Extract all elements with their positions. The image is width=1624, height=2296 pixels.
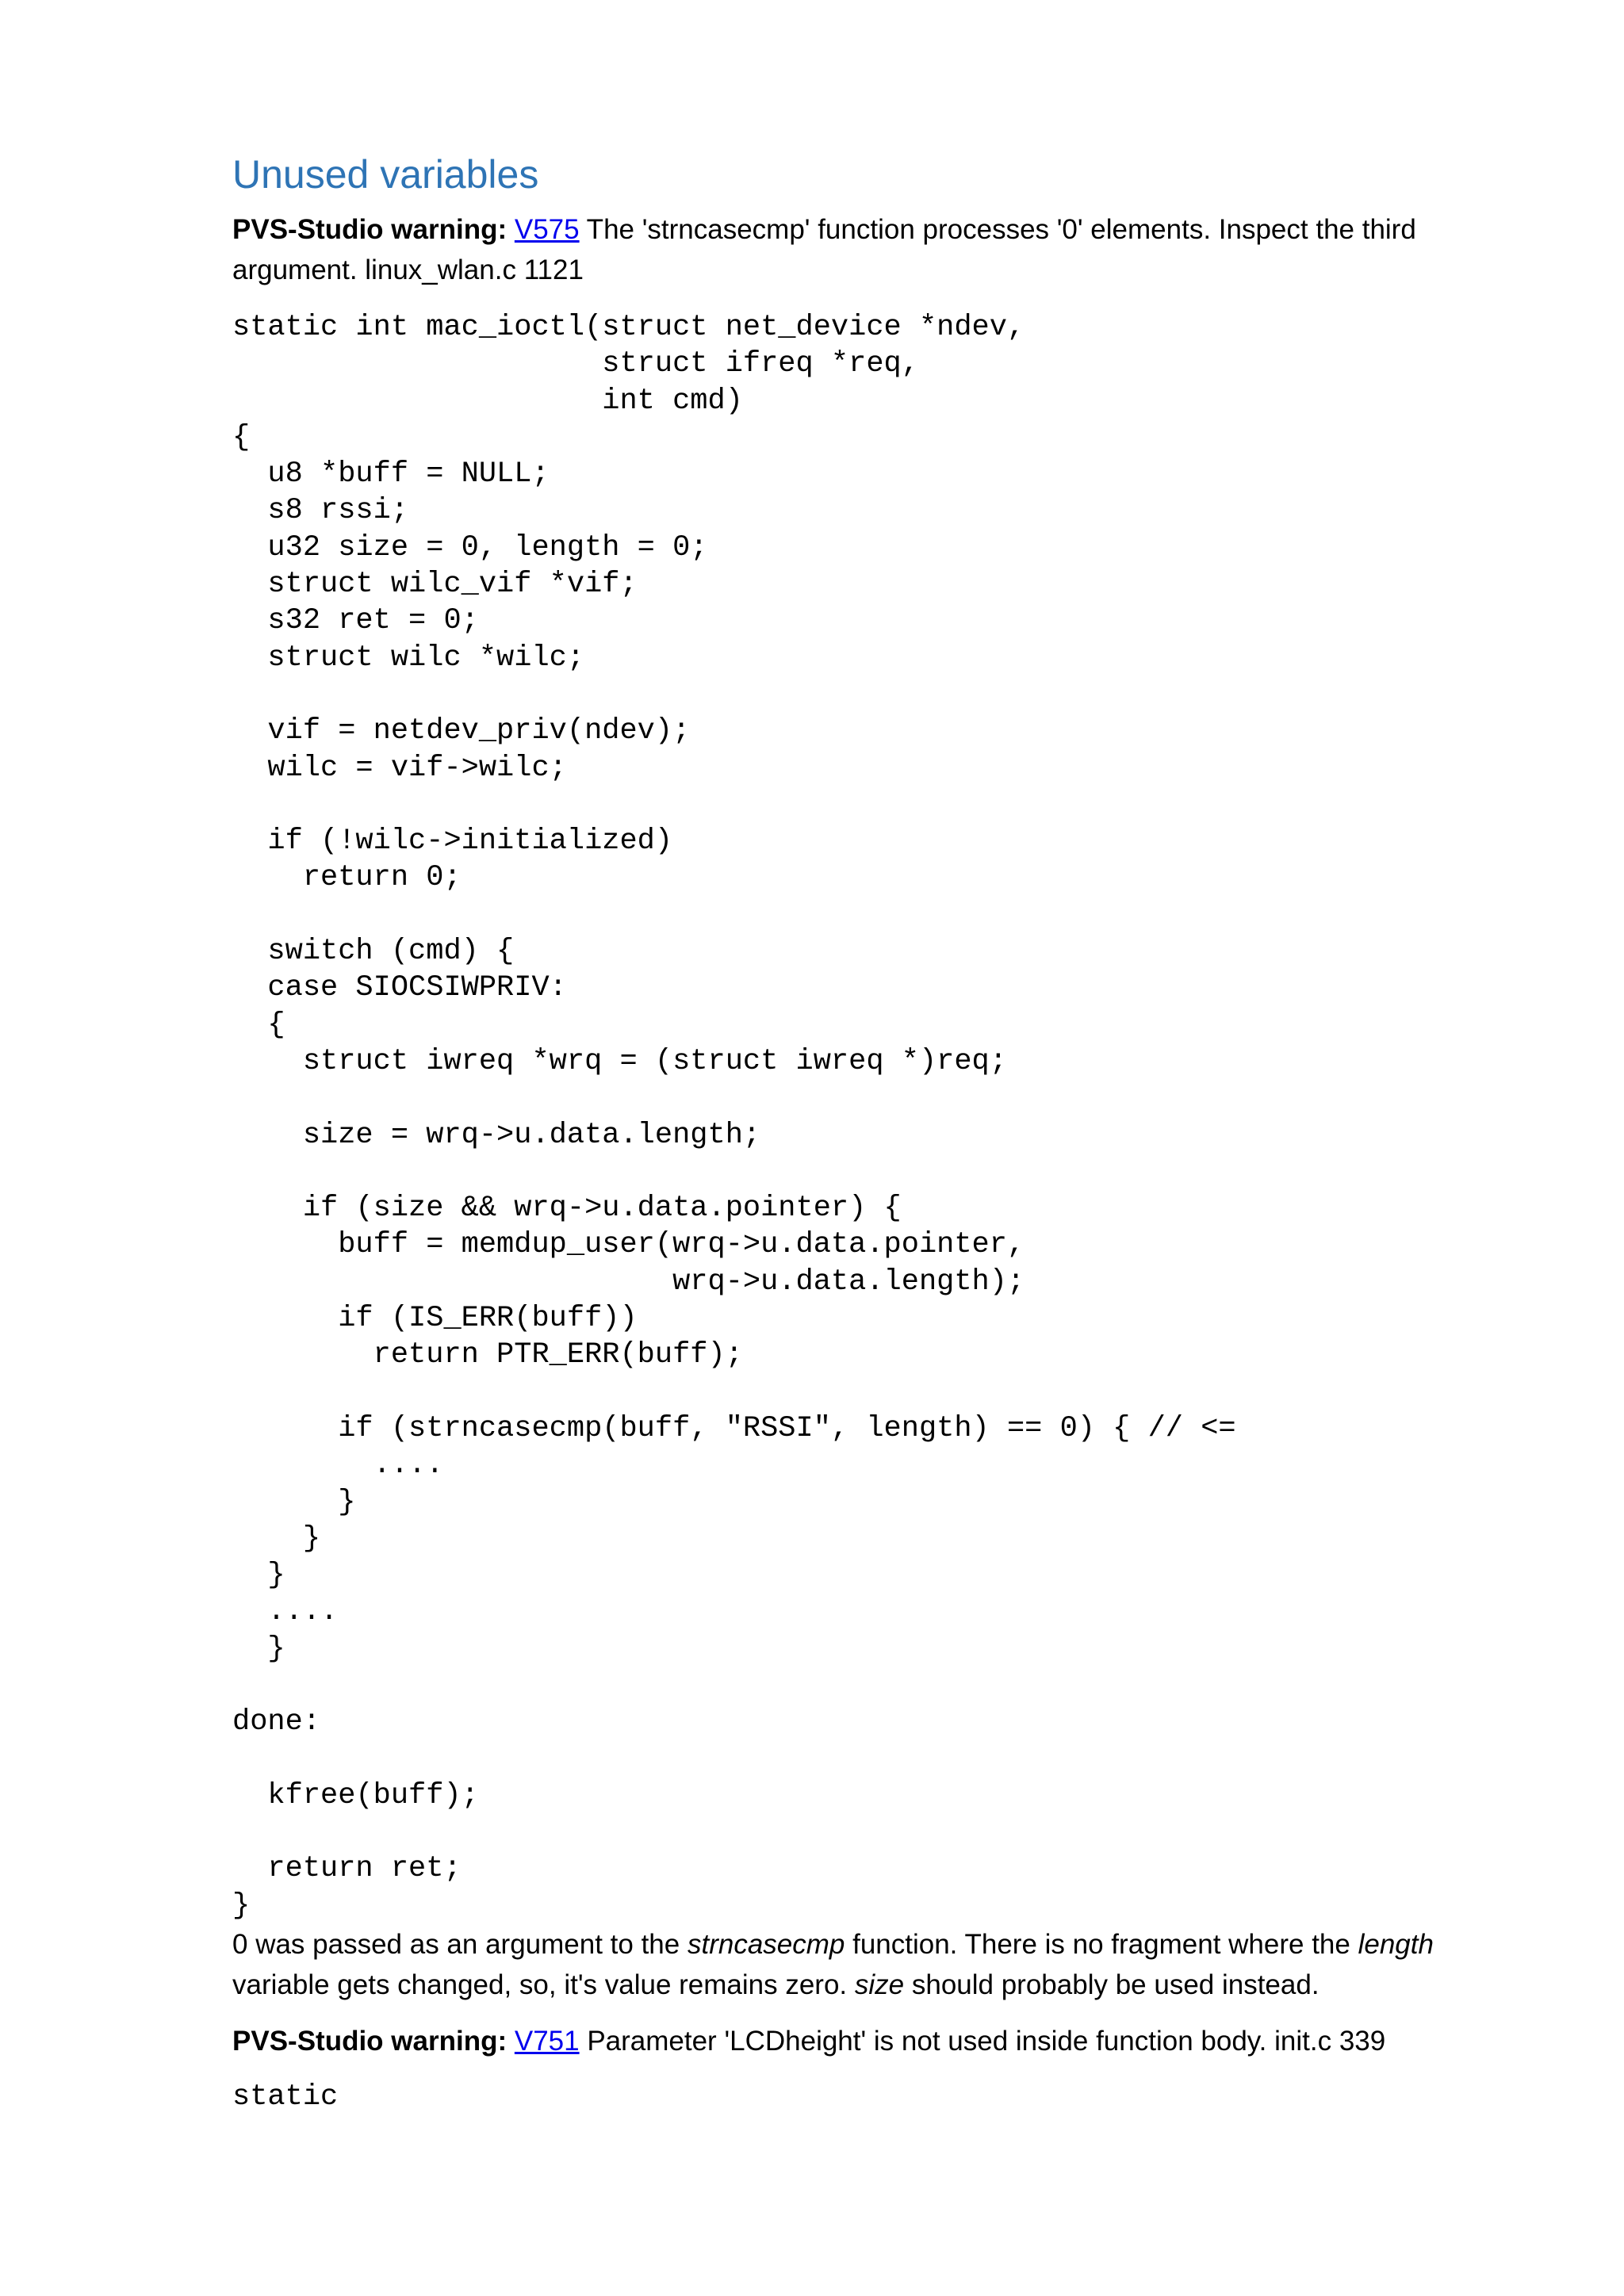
diagnostic-link-v575[interactable]: V575 [514,214,580,245]
section-title: Unused variables [232,152,539,197]
explanation-text: 0 was passed as an argument to the [232,1929,688,1961]
warning-paragraph-2 [232,2021,1438,2061]
explanation-text: function. There is no fragment where the [845,1929,1358,1961]
explanation-paragraph [232,1924,1438,2005]
warning-label: PVS-Studio warning: [232,214,508,245]
warning-message: Parameter 'LCDheight' is not used inside function body. init.c 339 [579,2026,1386,2057]
explanation-text: variable gets changed, so, it's value remains zero. [232,1969,855,2001]
warning-label: PVS-Studio warning: [232,2026,508,2057]
function-name-emphasis: strncasecmp [687,1929,845,1961]
code-block-mac-ioctl: static int mac_ioctl(struct net_device *ndev, struct ifreq *req, int cmd) { u8 *buff = NULL; s8 rssi; u32 size = 0, length = 0; struct wilc_vif *vif; s32 ret = 0; struct wilc *wilc; vif = netdev_priv(ndev); wilc = vif->wilc; if (!wilc->initialized) return 0; switch (cmd) { case SIOCSIWPRIV: { struct iwreq *wrq = (struct iwreq *)req; size = wrq->u.data.length; if (size && wrq->u.data.pointer) { buff = memdup_user(wrq->u.data.pointer, wrq->u.data.length); if (IS_ERR(buff)) return PTR_ERR(buff); if (strncasecmp(buff, "RSSI", length) == 0) { // <= .... } } } .... } done: kfree(buff); return ret; } [232,311,1236,1923]
variable-name-emphasis: size [854,1969,905,2001]
variable-name-emphasis: length [1358,1929,1434,1961]
explanation-text: should probably be used instead. [904,1969,1320,2001]
code-block-static: static [232,2080,339,2114]
document-page [232,151,1438,2115]
warning-paragraph-1 [232,209,1438,290]
warning-message: The 'strncasecmp' function processes '0' elements. Inspect the third argument. linux_wlan.c 1121 [232,214,1416,285]
diagnostic-link-v751[interactable]: V751 [514,2026,580,2057]
